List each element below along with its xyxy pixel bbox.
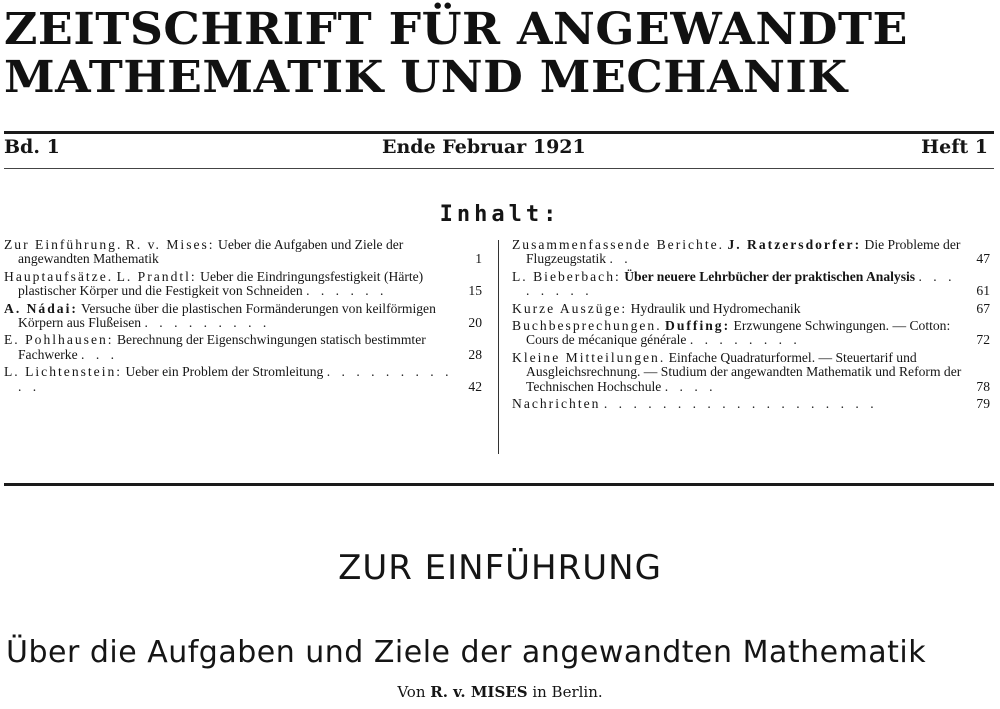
toc-title: Ueber ein Problem der Stromleitung [125,364,324,380]
toc-author: J. Ratzersdorfer: [727,237,862,252]
toc-author: A. Nádai: [4,300,78,316]
toc-author: L. Prandtl: [116,268,197,284]
issue-date: Ende Februar 1921 [382,136,586,158]
toc-entry: A. Nádai: Versuche über die plastischen Formänderungen von keilförmigen Körpern aus Flußeisen . . . . . . . . . 20 [4,300,482,331]
journal-title-line-2: MATHEMATIK UND MECHANIK [4,52,848,103]
toc-section: Nachrichten [512,396,601,412]
toc-entry: E. Pohlhausen: Berechnung der Eigenschwingungen statisch bestimmter Fachwerke . . . 28 [4,332,482,362]
toc-title: Erzwungene Schwingungen. — Cotton: Cours de mécanique générale [526,318,951,348]
byline [0,683,1000,701]
toc-page: 20 [468,315,482,331]
toc-title: Einfache Quadraturformel. — Steuertarif und Ausgleichsrechnung. — Studium der angewandten Mathematik und Reform der Technischen Hochschule [526,349,962,394]
toc-right-column [512,238,992,414]
toc-entry: Kleine Mitteilungen. Einfache Quadraturformel. — Steuertarif und Ausgleichsrechnung. — Studium der angewandten Mathematik und Reform der Technischen Hochschule . . . . 78 [512,349,990,394]
toc-section: Buchbesprechungen. [512,318,662,334]
toc-title: Berechnung der Eigenschwingungen statisch bestimmter Fachwerke [18,332,426,362]
toc-title: Ueber die Eindringungsfestigkeit (Härte) plastischer Körper und die Festigkeit von Schneiden [18,268,424,299]
toc-entry: Hauptaufsätze. L. Prandtl: Ueber die Eindringungsfestigkeit (Härte) plastischer Körper und die Festigkeit von Schneiden . . . . . . 15 [4,268,482,299]
toc-page: 28 [468,346,482,362]
byline-suffix: in Berlin. [532,683,603,701]
toc-page: 67 [976,300,990,316]
toc-section: Zur Einführung. [4,237,123,252]
article-subtitle: Über die Aufgaben und Ziele der angewandten Mathematik [6,635,927,670]
toc-author: Duffing: [665,318,731,334]
toc-title: Ueber die Aufgaben und Ziele der angewandten Mathematik [18,237,404,267]
issue-number: Heft 1 [921,136,988,158]
byline-prefix: Von [397,683,426,701]
toc-entry: L. Lichtenstein: Ueber ein Problem der Stromleitung . . . . . . . . . . . 42 [4,364,482,394]
section-rule [4,483,994,486]
toc-page: 72 [976,332,990,348]
volume-label: Bd. 1 [4,136,60,158]
toc-page: 42 [468,378,482,394]
article-heading: ZUR EINFÜHRUNG [338,548,662,588]
toc-page: 61 [976,283,990,299]
toc-page: 1 [475,251,482,267]
toc-entry: Buchbesprechungen. Duffing: Erzwungene Schwingungen. — Cotton: Cours de mécanique générale . . . . . . . . 72 [512,318,990,348]
toc-entry [512,302,992,316]
journal-title-line-1: ZEITSCHRIFT FÜR ANGEWANDTE [4,4,908,55]
byline-author: R. v. MISES [430,683,528,701]
toc-heading: Inhalt: [439,202,561,227]
toc-author: E. Pohlhausen: [4,332,114,348]
toc-entry: Nachrichten . . . . . . . . . . . . . . . . . . . 79 [512,396,990,412]
toc-section: Zusammenfassende Berichte. [512,237,725,252]
toc-section: Kleine Mitteilungen. [512,349,666,365]
toc-left-column [4,238,484,397]
toc-entry: L. Bieberbach: Über neuere Lehrbücher der praktischen Analysis . . . . . . . . 61 [512,268,990,299]
toc-author: L. Lichtenstein: [4,364,123,380]
toc-page: 79 [976,396,990,412]
toc-section: Hauptaufsätze. [4,268,114,284]
toc-title: Die Probleme der Flugzeugstatik [526,237,961,267]
issue-line [4,136,992,166]
toc-page: 78 [976,378,990,394]
masthead-rule [4,131,994,134]
toc-title: Versuche über die plastischen Formänderungen von keilförmigen Körpern aus Flußeisen [18,300,436,331]
toc-column-divider [498,240,499,454]
toc-section: Kurze Auszüge: [512,300,628,316]
issue-rule [4,168,994,169]
toc-entry [4,238,484,267]
toc-title: Über neuere Lehrbücher der praktischen Analysis [624,268,916,284]
toc-page: 15 [468,283,482,299]
masthead [4,6,996,102]
toc-author: L. Bieberbach: [512,268,621,284]
toc-entry: Zusammenfassende Berichte. J. Ratzersdorfer: Die Probleme der Flugzeugstatik . . 47 [512,237,990,267]
toc-page: 47 [976,251,990,267]
toc-title: Hydraulik und Hydromechanik [630,300,801,316]
toc-author: R. v. Mises: [125,237,215,252]
